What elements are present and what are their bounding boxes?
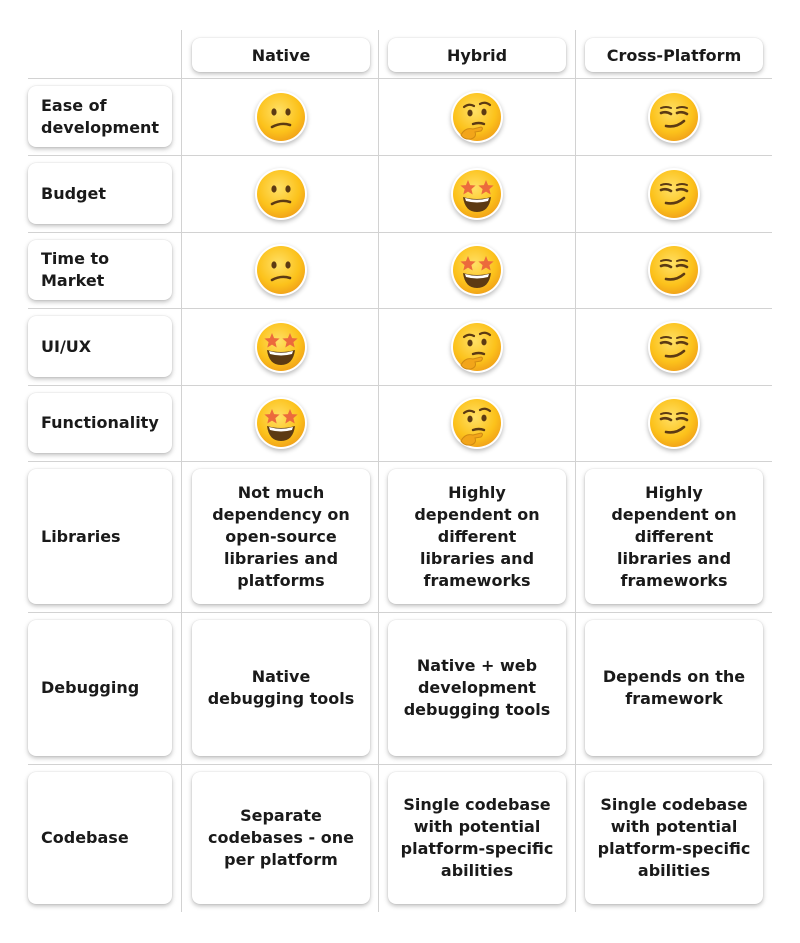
grid-line-vertical bbox=[378, 30, 379, 912]
smirking-face-icon-graphic bbox=[648, 91, 700, 143]
star-struck-face-icon bbox=[451, 244, 503, 296]
grid-line-horizontal bbox=[28, 461, 772, 462]
grid-line-horizontal bbox=[28, 308, 772, 309]
thinking-face-icon-graphic bbox=[451, 397, 503, 449]
thinking-face-icon bbox=[451, 91, 503, 143]
grid-line-horizontal bbox=[28, 155, 772, 156]
smirking-face-icon bbox=[648, 244, 700, 296]
column-header-native: Native bbox=[192, 38, 370, 72]
smirking-face-icon-graphic bbox=[648, 244, 700, 296]
smirking-face-icon-graphic bbox=[648, 397, 700, 449]
thinking-face-icon-graphic bbox=[451, 91, 503, 143]
confused-face-icon bbox=[255, 244, 307, 296]
confused-face-icon-graphic bbox=[255, 91, 307, 143]
confused-face-icon bbox=[255, 168, 307, 220]
cell-libraries-hybrid: Highly dependent on different libraries and frameworks bbox=[388, 469, 566, 604]
star-struck-face-icon bbox=[255, 321, 307, 373]
row-label-budget: Budget bbox=[28, 163, 172, 224]
confused-face-icon-graphic bbox=[255, 168, 307, 220]
row-label-functionality: Functionality bbox=[28, 393, 172, 453]
cell-codebase-hybrid: Single codebase with potential platform-specific abilities bbox=[388, 772, 566, 904]
star-struck-face-icon-graphic bbox=[255, 397, 307, 449]
smirking-face-icon-graphic bbox=[648, 321, 700, 373]
cell-libraries-native: Not much dependency on open-source libraries and platforms bbox=[192, 469, 370, 604]
smirking-face-icon bbox=[648, 321, 700, 373]
smirking-face-icon bbox=[648, 397, 700, 449]
row-label-time-to-market: Time to Market bbox=[28, 240, 172, 300]
column-header-hybrid: Hybrid bbox=[388, 38, 566, 72]
grid-line-horizontal bbox=[28, 385, 772, 386]
cell-debugging-cross-platform: Depends on the framework bbox=[585, 620, 763, 756]
grid-line-vertical bbox=[575, 30, 576, 912]
row-label-ease-of-development: Ease of development bbox=[28, 86, 172, 147]
grid-line-horizontal bbox=[28, 764, 772, 765]
cell-libraries-cross-platform: Highly dependent on different libraries and frameworks bbox=[585, 469, 763, 604]
confused-face-icon-graphic bbox=[255, 244, 307, 296]
thinking-face-icon-graphic bbox=[451, 321, 503, 373]
smirking-face-icon bbox=[648, 91, 700, 143]
row-label-ui-ux: UI/UX bbox=[28, 316, 172, 377]
cell-codebase-native: Separate codebases - one per platform bbox=[192, 772, 370, 904]
cell-debugging-hybrid: Native + web development debugging tools bbox=[388, 620, 566, 756]
cell-debugging-native: Native debugging tools bbox=[192, 620, 370, 756]
thinking-face-icon bbox=[451, 397, 503, 449]
thinking-face-icon bbox=[451, 321, 503, 373]
star-struck-face-icon bbox=[255, 397, 307, 449]
star-struck-face-icon bbox=[451, 168, 503, 220]
grid-line-horizontal bbox=[28, 232, 772, 233]
cell-codebase-cross-platform: Single codebase with potential platform-specific abilities bbox=[585, 772, 763, 904]
star-struck-face-icon-graphic bbox=[451, 244, 503, 296]
star-struck-face-icon-graphic bbox=[255, 321, 307, 373]
grid-line-vertical bbox=[181, 30, 182, 912]
confused-face-icon bbox=[255, 91, 307, 143]
smirking-face-icon bbox=[648, 168, 700, 220]
star-struck-face-icon-graphic bbox=[451, 168, 503, 220]
grid-line-horizontal bbox=[28, 78, 772, 79]
grid-line-horizontal bbox=[28, 612, 772, 613]
smirking-face-icon-graphic bbox=[648, 168, 700, 220]
row-label-debugging: Debugging bbox=[28, 620, 172, 756]
row-label-codebase: Codebase bbox=[28, 772, 172, 904]
column-header-cross-platform: Cross-Platform bbox=[585, 38, 763, 72]
row-label-libraries: Libraries bbox=[28, 469, 172, 604]
